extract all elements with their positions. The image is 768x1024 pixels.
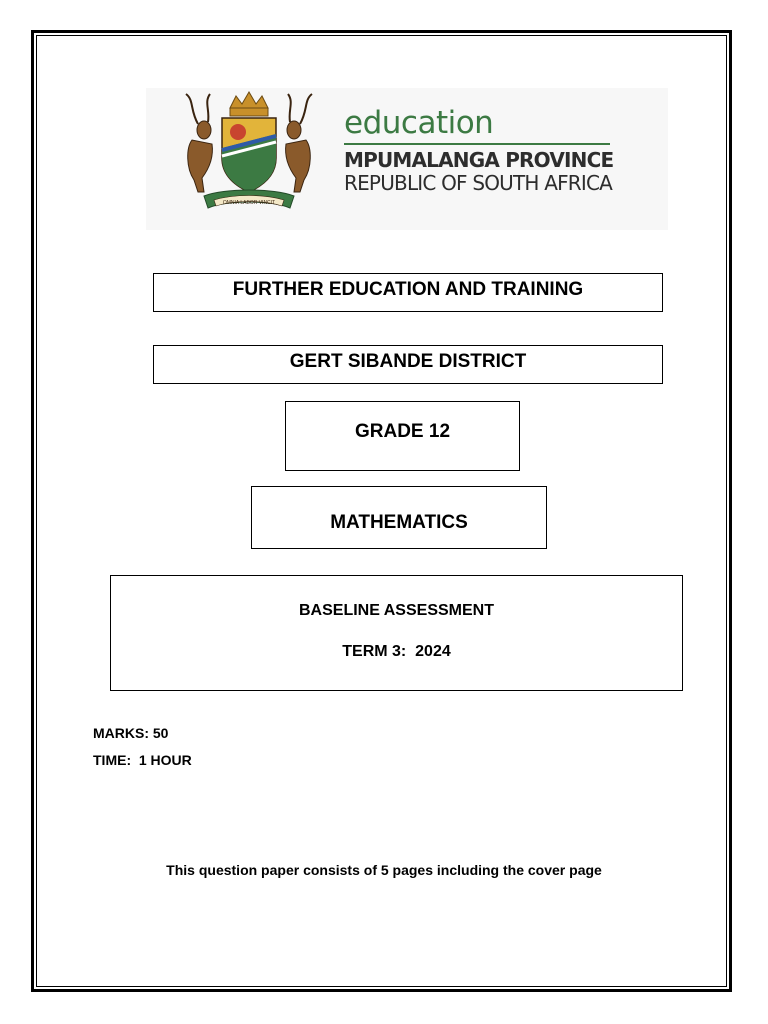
fet-label: FURTHER EDUCATION AND TRAINING (232, 278, 584, 300)
grade-box (285, 401, 520, 471)
term-label: TERM 3: 2024 (342, 643, 451, 660)
page-count-note: This question paper consists of 5 pages including the cover page (166, 862, 602, 878)
coat-of-arms-icon (164, 88, 334, 218)
grade-label: GRADE 12 (354, 421, 451, 442)
logo-divider (344, 143, 610, 145)
logo-country: REPUBLIC OF SOUTH AFRICA (344, 171, 613, 195)
logo-word: education (344, 105, 494, 141)
district-label: GERT SIBANDE DISTRICT (289, 350, 527, 372)
logo-province: MPUMALANGA PROVINCE (344, 148, 614, 172)
district-box (153, 345, 663, 384)
department-logo (146, 88, 668, 230)
assessment-box (110, 575, 683, 691)
assessment-label: BASELINE ASSESSMENT (299, 602, 494, 619)
fet-box (153, 273, 663, 312)
subject-label: MATHEMATICS (330, 511, 468, 533)
subject-box (251, 486, 547, 549)
time-label: TIME: 1 HOUR (93, 752, 192, 768)
marks-label: MARKS: 50 (93, 725, 169, 741)
svg-text:OMNIA LABOR VINCIT: OMNIA LABOR VINCIT (222, 200, 276, 206)
